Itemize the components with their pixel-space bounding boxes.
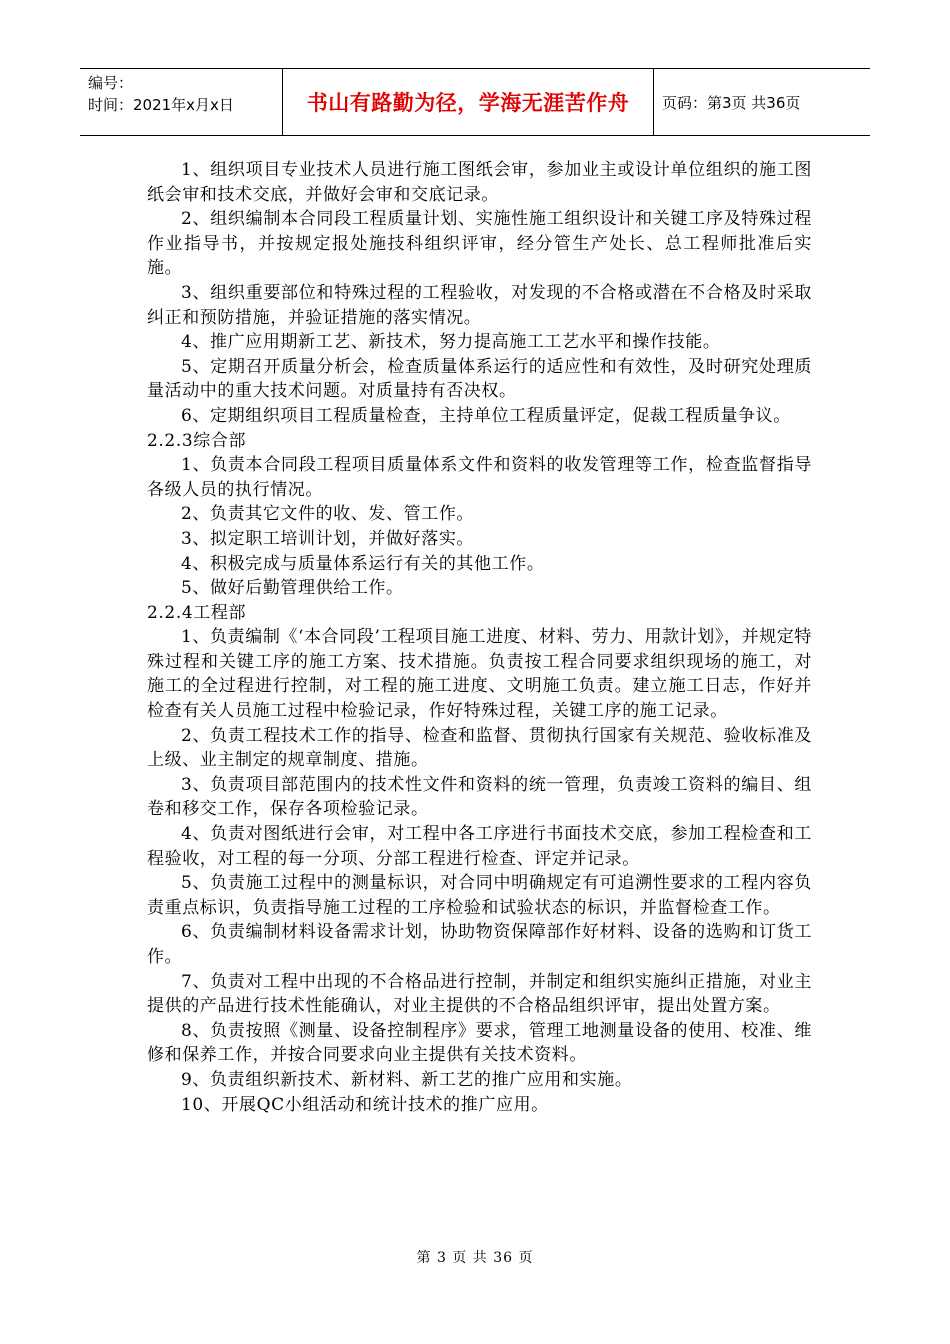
paragraph: 2、组织编制本合同段工程质量计划、实施性施工组织设计和关键工序及特殊过程作业指导书，并按规定报处施技科组织评审，经分管生产处长、总工程师批准后实施。: [147, 209, 812, 279]
paragraph: 4、推广应用期新工艺、新技术，努力提高施工工艺水平和操作技能。: [181, 332, 721, 353]
paragraph: 1、负责本合同段工程项目质量体系文件和资料的收发管理等工作，检查监督指导各级人员的执行情况。: [147, 455, 812, 500]
section-heading: 2.2.4工程部: [147, 602, 247, 623]
paragraph: 6、定期组织项目工程质量检查，主持单位工程质量评定，促裁工程质量争议。: [181, 405, 791, 426]
header-page-number: 页码：第3页 共36页: [662, 93, 801, 112]
document-date: 时间：2021年x月x日: [88, 96, 234, 114]
paragraph: 4、积极完成与质量体系运行有关的其他工作。: [181, 553, 545, 574]
paragraph: 5、定期召开质量分析会，检查质量体系运行的适应性和有效性，及时研究处理质量活动中的重大技术问题。对质量持有否决权。: [147, 356, 812, 402]
paragraph: 3、组织重要部位和特殊过程的工程验收，对发现的不合格或潜在不合格及时采取纠正和预防措施，并验证措施的落实情况。: [147, 282, 812, 328]
document-number-label: 编号：: [88, 74, 134, 92]
paragraph: 2、负责工程技术工作的指导、检查和监督、贯彻执行国家有关规范、验收标准及上级、业主制定的规章制度、措施。: [147, 725, 812, 771]
paragraph: 3、拟定职工培训计划，并做好落实。: [181, 528, 475, 549]
paragraph: 5、做好后勤管理供给工作。: [181, 578, 404, 599]
paragraph: 7、负责对工程中出现的不合格品进行控制，并制定和组织实施纠正措施，对业主提供的产品进行技术性能确认，对业主提供的不合格品组织评审，提出处置方案。: [147, 971, 812, 1017]
paragraph: 10、开展QC小组活动和统计技术的推广应用。: [181, 1094, 549, 1115]
document-body: [147, 158, 812, 1117]
paragraph: 6、负责编制材料设备需求计划，协助物资保障部作好材料、设备的选购和订货工作。: [147, 922, 812, 967]
paragraph: 4、负责对图纸进行会审，对工程中各工序进行书面技术交底，参加工程检查和工程验收，对工程的每一分项、分部工程进行检查、评定并记录。: [147, 824, 812, 869]
paragraph: 9、负责组织新技术、新材料、新工艺的推广应用和实施。: [181, 1069, 633, 1090]
paragraph: 1、组织项目专业技术人员进行施工图纸会审，参加业主或设计单位组织的施工图纸会审和技术交底，并做好会审和交底记录。: [147, 160, 812, 205]
paragraph: 2、负责其它文件的收、发、管工作。: [181, 504, 475, 525]
header-meta: [80, 69, 282, 135]
paragraph: 1、负责编制《‘本合同段’工程项目施工进度、材料、劳力、用款计划》，并规定特殊过程和关键工序的施工方案、技术措施。负责按工程合同要求组织现场的施工，对施工的全过程进行控制，对工程的施工进度、文明施工负责。建立施工日志，作好并检查有关人员施工过程中检验记录，作好特殊过程，关键工序的施工记录。: [147, 627, 812, 722]
paragraph: 8、负责按照《测量、设备控制程序》要求，管理工地测量设备的使用、校准、维修和保养工作，并按合同要求向业主提供有关技术资料。: [147, 1020, 812, 1066]
section-heading: 2.2.3综合部: [147, 430, 247, 451]
paragraph: 5、负责施工过程中的测量标识，对合同中明确规定有可追溯性要求的工程内容负责重点标识，负责指导施工过程的工序检验和试验状态的标识，并监督检查工作。: [147, 873, 812, 918]
paragraph: 3、负责项目部范围内的技术性文件和资料的统一管理，负责竣工资料的编目、组卷和移交工作，保存各项检验记录。: [147, 774, 812, 820]
page-header: [80, 68, 870, 136]
header-motto: 书山有路勤为径，学海无涯苦作舟: [282, 69, 654, 135]
page-footer: 第 3 页 共 36 页: [416, 1250, 534, 1266]
